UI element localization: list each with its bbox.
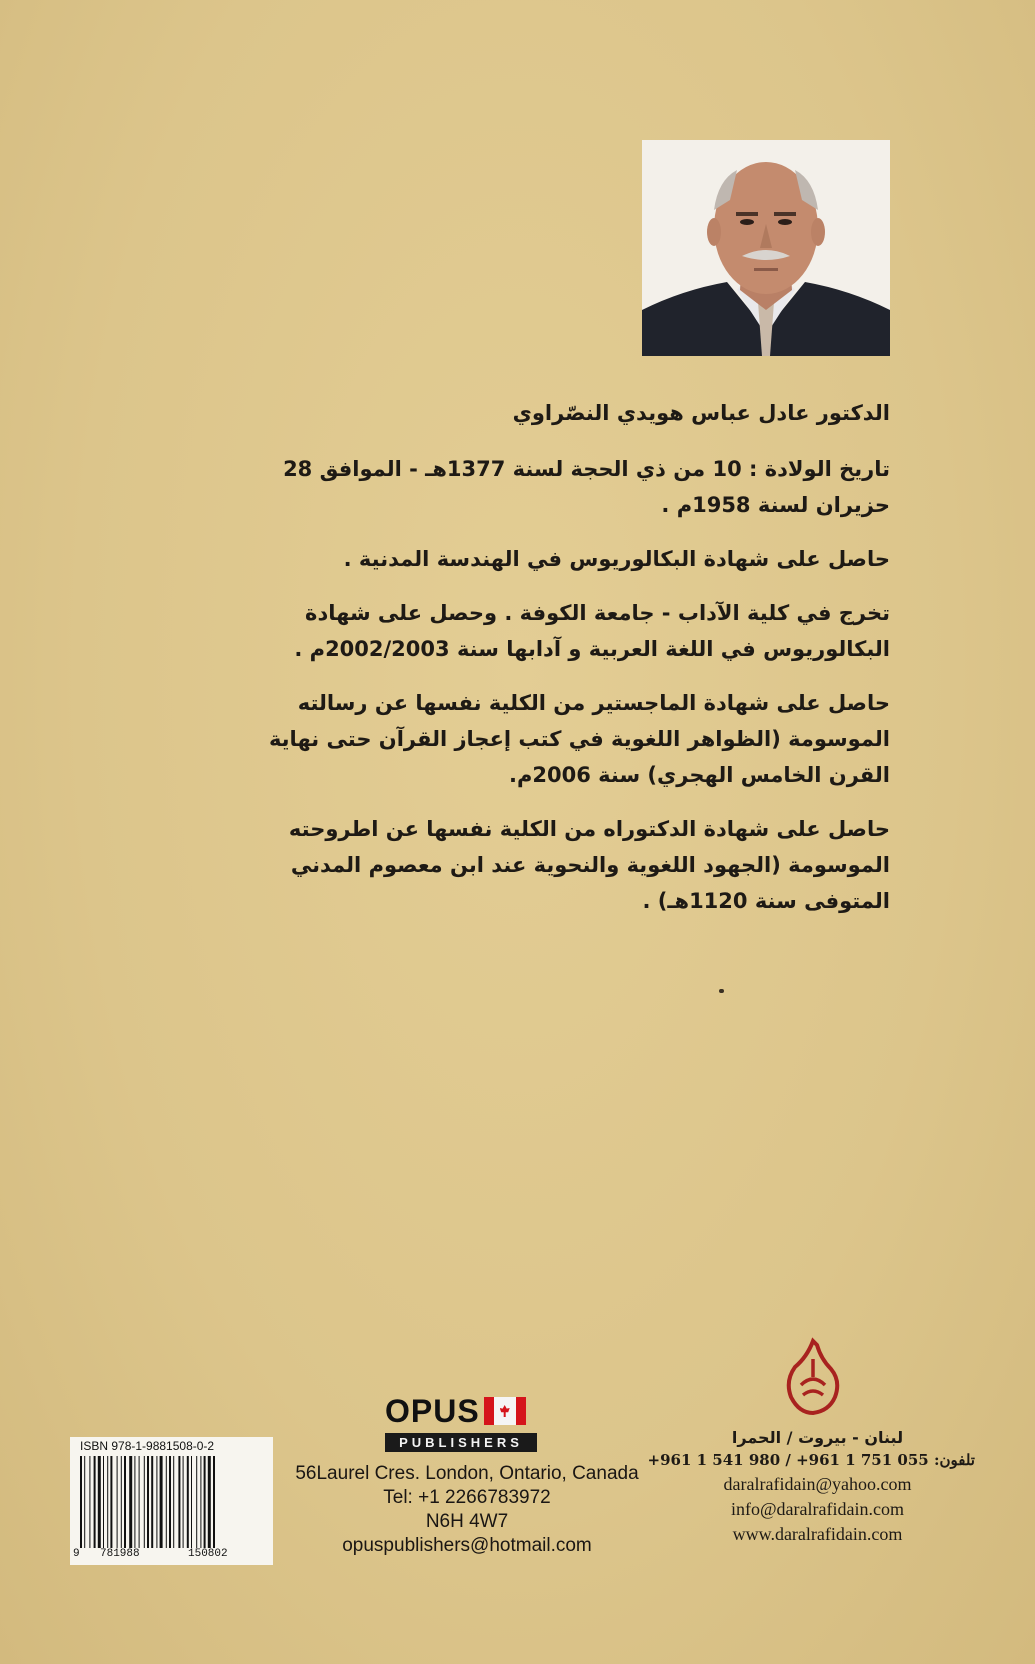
opus-tel: Tel: +1 2266783972 bbox=[383, 1487, 551, 1508]
opus-logo bbox=[385, 1393, 537, 1455]
rafidain-logo-icon bbox=[783, 1337, 843, 1417]
opus-postcode: N6H 4W7 bbox=[425, 1511, 509, 1532]
bio-masters: حاصل على شهادة الماجستير من الكلية نفسها عن رسالته الموسومة (الظواهر اللغوية في كتب إعجاز القرآن حتى نهاية القرن الخامس الهجري) سنة 2006م. bbox=[268, 691, 890, 787]
isbn-label: ISBN 978-1-9881508-0-2 bbox=[80, 1439, 215, 1453]
publisher-phone: تلفون: 055 751 1 961+ / 980 541 1 961+ bbox=[647, 1451, 975, 1469]
barcode-digits-left: 781988 bbox=[100, 1548, 140, 1560]
opus-email: opuspublishers@hotmail.com bbox=[342, 1535, 592, 1556]
opus-address: 56Laurel Cres. London, Ontario, Canada bbox=[295, 1463, 639, 1484]
opus-logo-word: OPUS bbox=[385, 1393, 480, 1429]
bio-degree-arabic: تخرج في كلية الآداب - جامعة الكوفة . وحصل على شهادة البكالوريوس في اللغة العربية و آدابها سنة 2002/2003م . bbox=[294, 601, 890, 661]
barcode bbox=[70, 1437, 273, 1565]
opus-logo-subtitle: PUBLISHERS bbox=[385, 1433, 537, 1452]
author-bio bbox=[255, 395, 890, 937]
barcode-digits-right: 150802 bbox=[188, 1548, 228, 1560]
ink-dot bbox=[719, 989, 724, 993]
author-photo bbox=[642, 140, 890, 356]
bio-degree-engineering: حاصل على شهادة البكالوريوس في الهندسة المدنية . bbox=[343, 547, 890, 571]
barcode-digit-lead: 9 bbox=[73, 1548, 80, 1560]
publisher-city: لبنان - بيروت / الحمرا bbox=[731, 1428, 904, 1447]
opus-contact bbox=[282, 1462, 652, 1558]
bio-phd: حاصل على شهادة الدكتوراه من الكلية نفسها عن اطروحته الموسومة (الجهود اللغوية والنحوية عند ابن معصوم المدني المتوفى سنة 1120هـ) . bbox=[288, 817, 890, 913]
canada-flag-icon bbox=[484, 1397, 526, 1425]
author-name: الدكتور عادل عباس هويدي النصّراوي bbox=[512, 401, 890, 425]
publisher-email-1: daralrafidain@yahoo.com bbox=[723, 1474, 912, 1494]
arabic-publisher-contact bbox=[647, 1428, 975, 1547]
publisher-website: www.daralrafidain.com bbox=[732, 1524, 903, 1544]
publisher-email-2: info@daralrafidain.com bbox=[730, 1499, 904, 1519]
bio-birth: تاريخ الولادة : 10 من ذي الحجة لسنة 1377هـ - الموافق 28 حزيران لسنة 1958م . bbox=[283, 457, 890, 517]
barcode-bars bbox=[80, 1456, 266, 1548]
